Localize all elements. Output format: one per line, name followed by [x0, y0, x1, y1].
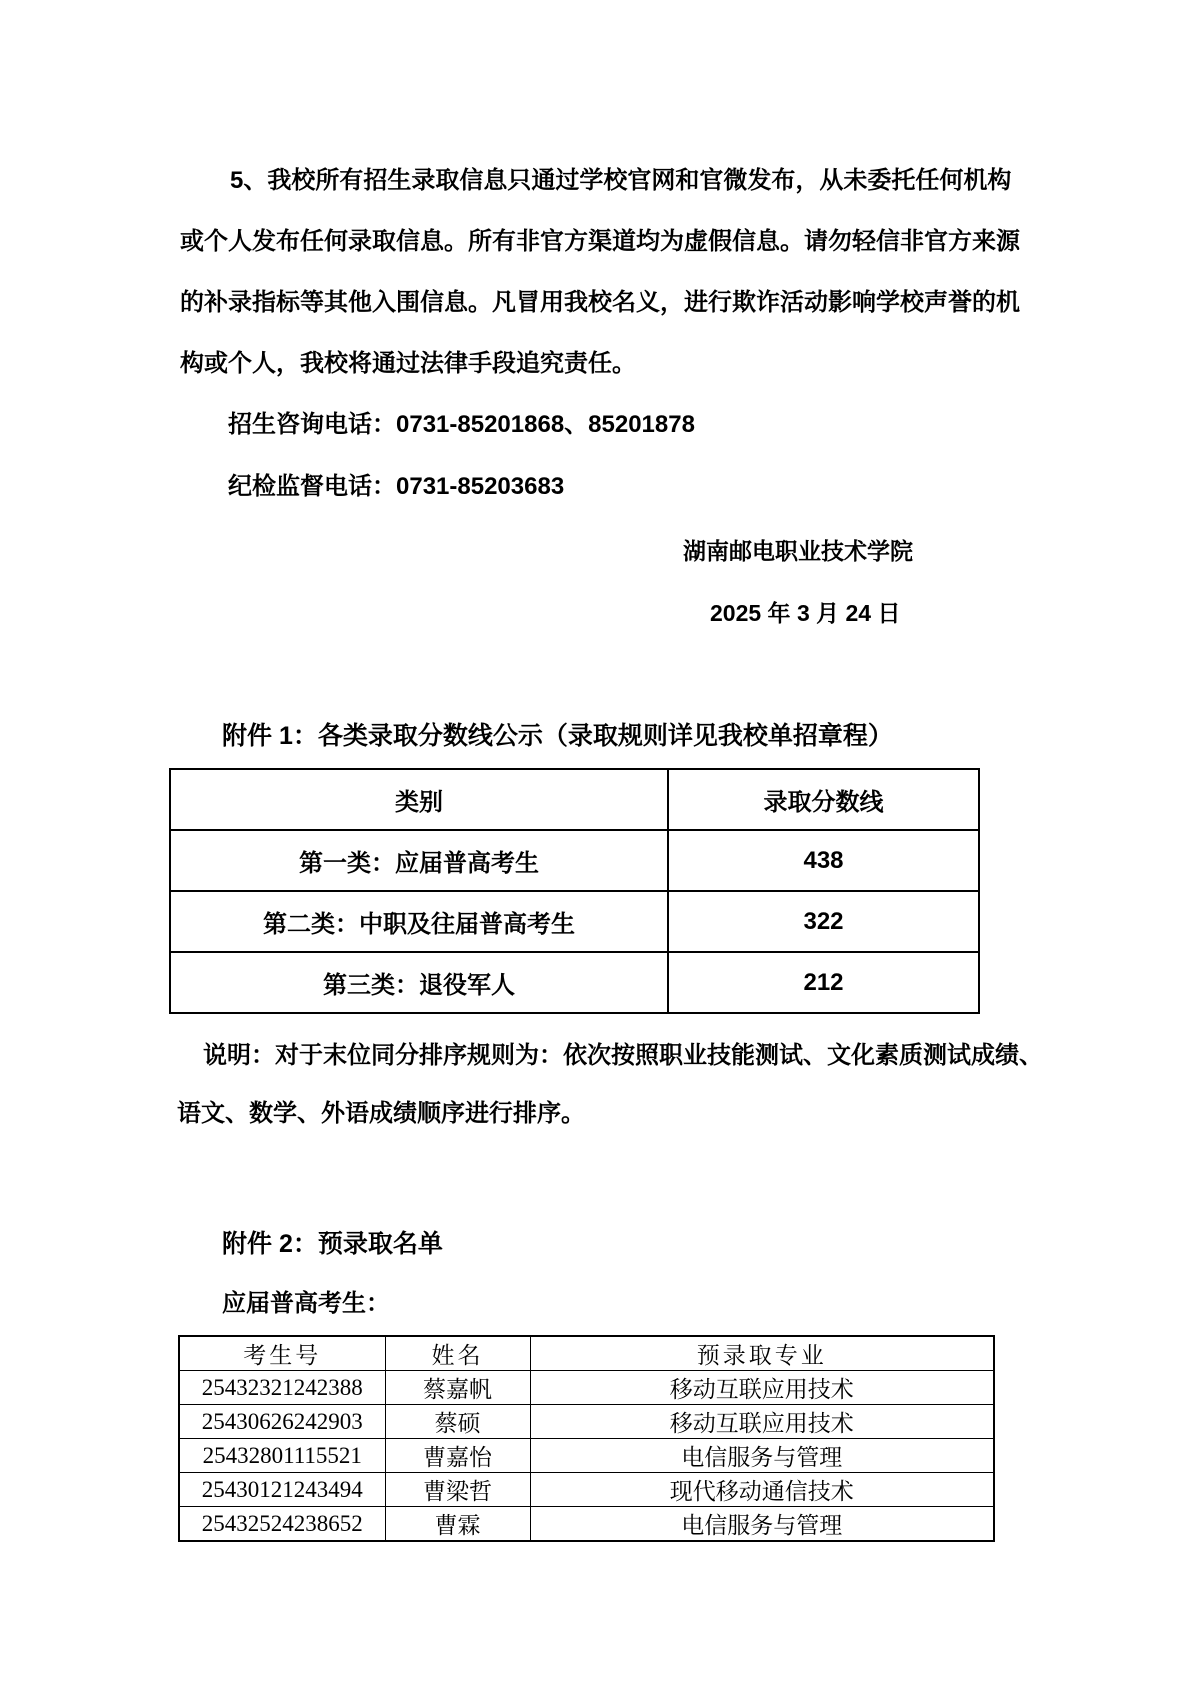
- pre-admission-list-table: [178, 1335, 993, 1542]
- attachment1-title: 附件 1：各类录取分数线公示（录取规则详见我校单招章程）: [222, 722, 893, 750]
- major-cell: 现代移动通信技术: [530, 1473, 994, 1507]
- score-cell: 212: [668, 952, 979, 1013]
- category-cell: 第二类：中职及往届普高考生: [170, 891, 668, 952]
- score-table-header-score: 录取分数线: [668, 769, 979, 830]
- table-row: [179, 1473, 994, 1507]
- table-row: [179, 1405, 994, 1439]
- candidate-id-cell: 25432524238652: [179, 1507, 385, 1542]
- notice-line-4: 构或个人，我校将通过法律手段追究责任。: [180, 350, 636, 377]
- table-row: [170, 891, 979, 952]
- major-cell: 电信服务与管理: [530, 1507, 994, 1542]
- attachment2-subtitle: 应届普高考生：: [222, 1290, 390, 1317]
- discipline-phone-line: 纪检监督电话：0731-85203683: [228, 473, 565, 500]
- major-cell: 移动互联应用技术: [530, 1405, 994, 1439]
- tie-break-note-line-1: 说明：对于末位同分排序规则为：依次按照职业技能测试、文化素质测试成绩、: [203, 1042, 1043, 1069]
- major-cell: 电信服务与管理: [530, 1439, 994, 1473]
- notice-line-1: 5、我校所有招生录取信息只通过学校官网和官微发布，从未委托任何机构: [230, 167, 1012, 194]
- table-row: [179, 1507, 994, 1542]
- score-table-header-row: [170, 769, 979, 830]
- admission-phone-line: 招生咨询电话：0731-85201868、85201878: [228, 411, 695, 438]
- list-table-header-row: [179, 1336, 994, 1371]
- notice-paragraph: [180, 150, 1060, 394]
- table-row: [179, 1371, 994, 1405]
- score-table-header-category: 类别: [170, 769, 668, 830]
- major-cell: 移动互联应用技术: [530, 1371, 994, 1405]
- list-header-major: 预录取专业: [530, 1336, 994, 1371]
- table-row: [170, 952, 979, 1013]
- score-line-table: [169, 768, 978, 1014]
- name-cell: 蔡嘉帆: [385, 1371, 530, 1405]
- category-cell: 第三类：退役军人: [170, 952, 668, 1013]
- score-cell: 438: [668, 830, 979, 891]
- signature-organization: 湖南邮电职业技术学院: [683, 538, 913, 564]
- notice-line-3: 的补录指标等其他入围信息。凡冒用我校名义，进行欺诈活动影响学校声誉的机: [180, 289, 1020, 316]
- candidate-id-cell: 25430626242903: [179, 1405, 385, 1439]
- candidate-id-cell: 25432321242388: [179, 1371, 385, 1405]
- name-cell: 蔡硕: [385, 1405, 530, 1439]
- name-cell: 曹霖: [385, 1507, 530, 1542]
- notice-line-2: 或个人发布任何录取信息。所有非官方渠道均为虚假信息。请勿轻信非官方来源: [180, 228, 1020, 255]
- name-cell: 曹梁哲: [385, 1473, 530, 1507]
- list-header-candidate-id: 考生号: [179, 1336, 385, 1371]
- category-cell: 第一类：应届普高考生: [170, 830, 668, 891]
- score-cell: 322: [668, 891, 979, 952]
- candidate-id-cell: 25430121243494: [179, 1473, 385, 1507]
- table-row: [170, 830, 979, 891]
- attachment2-title: 附件 2：预录取名单: [222, 1230, 443, 1258]
- candidate-id-cell: 25432801115521: [179, 1439, 385, 1473]
- table-row: [179, 1439, 994, 1473]
- tie-break-note-line-2: 语文、数学、外语成绩顺序进行排序。: [177, 1100, 585, 1127]
- list-header-name: 姓名: [385, 1336, 530, 1371]
- signature-date: 2025 年 3 月 24 日: [710, 600, 901, 626]
- name-cell: 曹嘉怡: [385, 1439, 530, 1473]
